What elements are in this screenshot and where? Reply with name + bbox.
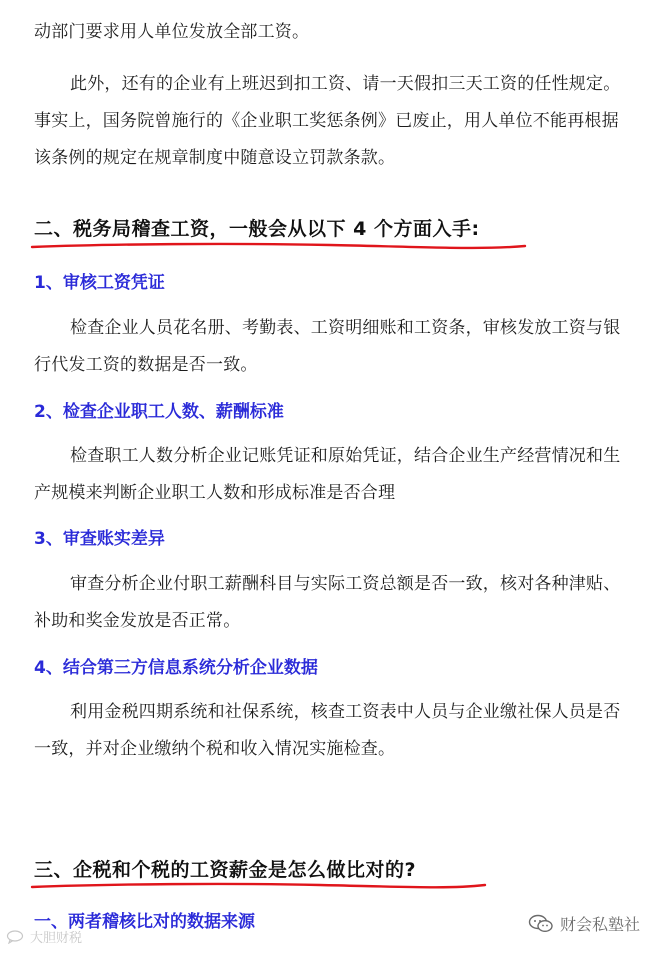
subheading-data-sources: 一、两者稽核比对的数据来源	[34, 912, 255, 932]
paragraph-item-1: 检查企业人员花名册、考勤表、工资明细账和工资条，审核发放工资与银行代发工资的数据是否一致。	[34, 318, 621, 375]
section-heading-audit-methods: 二、税务局稽查工资，一般会从以下 4 个方面入手:	[34, 218, 480, 240]
paragraph-penalty-rules: 此外，还有的企业有上班迟到扣工资、请一天假扣三天工资的任性规定。事实上，国务院曾施行的《企业职工奖惩条例》已废止，用人单位不能再根据该条例的规定在规章制度中随意设立罚款条款。	[34, 74, 621, 168]
watermark-left-text: 大胆财税	[30, 931, 83, 946]
watermark-right-text: 财会私塾社	[559, 915, 640, 934]
subheading-item-4: 4、结合第三方信息系统分析企业数据	[34, 658, 318, 678]
subheading-item-3: 3、审查账实差异	[34, 529, 165, 549]
paragraph-item-3: 审查分析企业付职工薪酬科目与实际工资总额是否一致，核对各种津贴、补助和奖金发放是否正常。	[34, 574, 621, 631]
watermark-left	[6, 927, 82, 946]
paragraph-intro-end: 动部门要求用人单位发放全部工资。	[34, 22, 310, 42]
watermark-right	[528, 912, 640, 935]
subheading-item-1: 1、审核工资凭证	[34, 273, 165, 293]
paragraph-item-4: 利用金税四期系统和社保系统，核查工资表中人员与企业缴社保人员是否一致，并对企业缴纳个税和收入情况实施检查。	[34, 702, 621, 759]
subheading-item-2: 2、检查企业职工人数、薪酬标准	[34, 402, 284, 422]
section-heading-comparison: 三、企税和个税的工资薪金是怎么做比对的?	[34, 859, 417, 881]
heading-underline-decoration	[30, 878, 490, 894]
speech-bubble-icon	[6, 930, 24, 944]
paragraph-item-2: 检查职工人数分析企业记账凭证和原始凭证，结合企业生产经营情况和生产规模来判断企业职工人数和形成标准是否合理	[34, 446, 621, 503]
wechat-icon	[528, 914, 554, 934]
heading-underline-decoration	[30, 238, 530, 254]
